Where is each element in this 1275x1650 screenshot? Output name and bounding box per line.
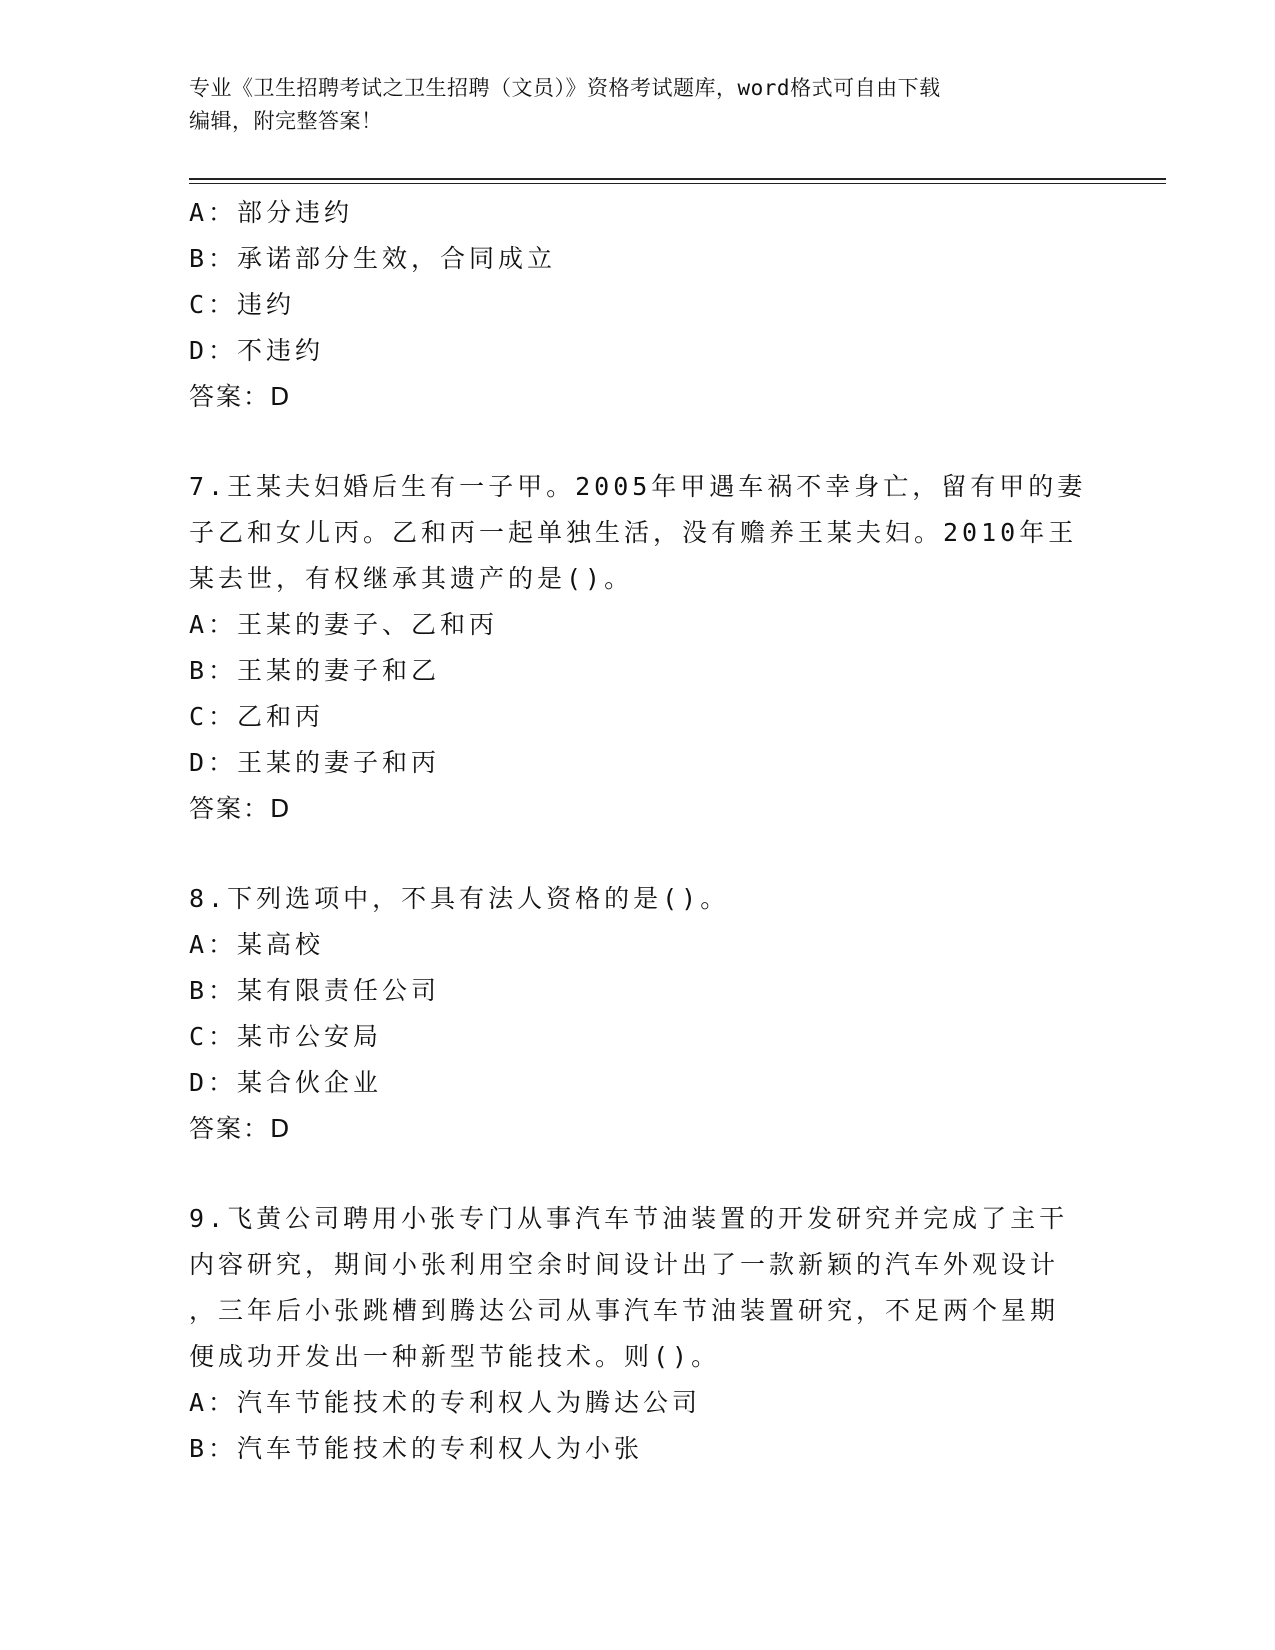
option-a: A：某高校 <box>189 930 325 959</box>
option-c: C：某市公安局 <box>189 1022 383 1051</box>
question-text-line: ，三年后小张跳槽到腾达公司从事汽车节油装置研究，不足两个星期 <box>189 1296 1060 1325</box>
answer: 答案：D <box>189 794 292 823</box>
question-text-line: 内容研究，期间小张利用空余时间设计出了一款新颖的汽车外观设计 <box>189 1250 1060 1279</box>
question-text-line: 子乙和女儿丙。乙和丙一起单独生活，没有赡养王某夫妇。2010年王 <box>189 518 1078 547</box>
answer: 答案：D <box>189 382 292 411</box>
header-divider-thin <box>189 183 1166 184</box>
question-text-line: 8.下列选项中，不具有法人资格的是()。 <box>189 884 730 913</box>
question-9 <box>189 1196 1089 1472</box>
option-d: D：某合伙企业 <box>189 1068 383 1097</box>
question-text-line: 9.飞黄公司聘用小张专门从事汽车节油装置的开发研究并完成了主干 <box>189 1204 1069 1233</box>
header-line-1: 专业《卫生招聘考试之卫生招聘（文员）》资格考试题库，word格式可自由下载 <box>189 76 941 100</box>
option-b: B：汽车节能技术的专利权人为小张 <box>189 1434 644 1463</box>
spacer <box>189 1152 1089 1196</box>
question-6 <box>189 190 1089 420</box>
answer: 答案：D <box>189 1114 292 1143</box>
option-b: B：承诺部分生效，合同成立 <box>189 244 557 273</box>
question-text-line: 便成功开发出一种新型节能技术。则()。 <box>189 1342 721 1371</box>
document-header <box>189 72 1089 138</box>
option-a: A：王某的妻子、乙和丙 <box>189 610 499 639</box>
spacer <box>189 420 1089 464</box>
option-a: A：部分违约 <box>189 198 354 227</box>
option-b: B：王某的妻子和乙 <box>189 656 441 685</box>
question-text-line: 某去世，有权继承其遗产的是()。 <box>189 564 634 593</box>
header-line-2: 编辑，附完整答案！ <box>189 109 383 133</box>
option-c: C：违约 <box>189 290 296 319</box>
option-c: C：乙和丙 <box>189 702 325 731</box>
option-b: B：某有限责任公司 <box>189 976 441 1005</box>
header-divider-thick <box>189 178 1166 180</box>
option-d: D：不违约 <box>189 336 325 365</box>
option-d: D：王某的妻子和丙 <box>189 748 441 777</box>
question-text-line: 7.王某夫妇婚后生有一子甲。2005年甲遇车祸不幸身亡，留有甲的妻 <box>189 472 1087 501</box>
question-list <box>189 190 1089 1472</box>
question-7 <box>189 464 1089 832</box>
question-8 <box>189 876 1089 1152</box>
option-a: A：汽车节能技术的专利权人为腾达公司 <box>189 1388 702 1417</box>
spacer <box>189 832 1089 876</box>
